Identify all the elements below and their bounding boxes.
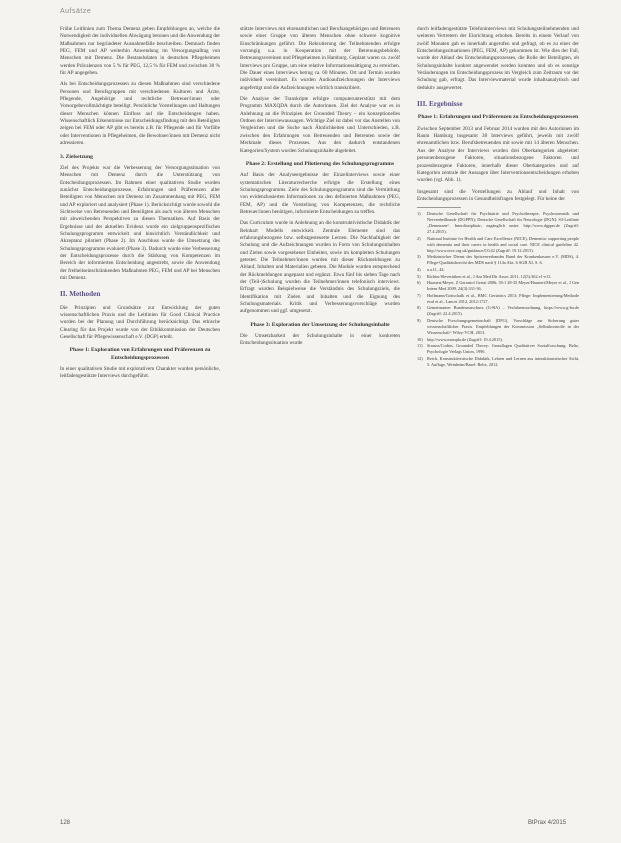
footnote xyxy=(417,254,579,266)
footnote-number: 1) xyxy=(417,211,421,217)
footnote-text: http://www.maxqda.de (Zugriff: 19.4.2015). xyxy=(427,336,503,342)
footnote xyxy=(417,337,579,343)
section-heading-methoden: II. Methoden xyxy=(60,290,101,299)
footnote-text: Gemeinsamer Bundesausschuss (G-BA) – Verfahrensordnung, https://www.g-ba.de (Zugriff: 22.4.2015). xyxy=(427,305,579,317)
footnote-text: Medizinischer Dienst des Spitzenverbandes Bund der Krankenkassen e.V. (MDS), 4. Pflege-Qualitätsbericht des MDS nach § 114a Abs. 6 SGB XI, S. 6. xyxy=(427,254,579,266)
paragraph: Zwischen September 2013 und Februar 2014 wurden mit den Autorinnen im Raum Hamburg insgesamt 38 Interviews geführt, jeweils mit zwölf ehrenamtlichen bzw. Berufsbetreuenden mit sowie mit 14 älteren Menschen. Aus der Analyse der Interviews wurden drei Oberkategorien abgeleitet: personenbezogene Faktoren, situationsbezogene Faktoren und prozessbezogene Faktoren, innerhalb dieser Oberkategorien und auf Kategorien zentrale der Aussagen über Interventionsentscheidungen erhoben wurden (vgl. Abb. 1). xyxy=(417,125,579,184)
section-heading-ergebnisse: III. Ergebnisse xyxy=(417,100,463,109)
footnote-number: 5) xyxy=(417,273,421,279)
footnote-list xyxy=(417,211,579,368)
footnote-text: National Institute for Health and Care Excellence (NICE), Dementia: supporting people with dementia and their carers in health and social care. NICE clinical guideline 42. http://www.nice.org.uk/guidance/CG42 (Zugriff: 19.12.2015). xyxy=(427,235,579,253)
footnote-number: 6) xyxy=(417,280,421,286)
footnote xyxy=(417,280,579,292)
footnote xyxy=(417,356,579,368)
page-number: 128 xyxy=(60,820,71,826)
footnote-number: 8) xyxy=(417,305,421,311)
section-heading-zielsetzung xyxy=(60,154,220,161)
section-number: 3. xyxy=(60,153,65,160)
subheading-phase-1: Phase 1: Exploration von Erfahrungen und Präferenzen zu Entscheidungsprozessen xyxy=(69,347,211,361)
paragraph: Die Umsetzbarkeit der Schulungsinhalte in einer konkreten Entscheidungssituation wurde xyxy=(240,333,400,347)
footnote-text: a.a.O., 44. xyxy=(427,267,445,272)
footnote-text: Deutsche Gesellschaft für Psychiatrie und Psychotherapie, Psychosomatik und Nervenheilkunde (DGPPN); Deutsche Gesellschaft für Neurologie (DGN): S3-Leitlinie „Demenzen“. Interdisziplinär; zugänglich unter: http://www.dgppn.de (Zugriff: 27.4.2015). xyxy=(427,211,579,235)
footnote-text: Strauss/Corbin, Grounded Theory: Grundlagen Qualitativer Sozialforschung, Beltz, Psychologie Verlags Union, 1996. xyxy=(427,343,579,355)
subheading-phase-3: Phase 3: Exploration der Umsetzung der Schulungsinhalte xyxy=(250,321,390,328)
footnote-number: 9) xyxy=(417,317,421,323)
paragraph: stützte Interviews mit ehrenamtlichen und Berufsangehörigen und Betreuern sowie einer Gruppe von älteren Menschen ohne schwere kognitive Einschränkungen geführt. Die Rekrutierung der Teilnehmenden erfolgte vorrangig u.a. in Kooperation mit der Betreuungsbehörde, Betreuungsvereinen und Pflegeheimen in Hamburg. Geplant waren ca. zwölf Interviews pro Gruppe, um eine relative Informationssättigung zu erreichen. Die Dauer eines Interviews betrug ca. 60 Minuten. Ort und Termin wurden individuell vereinbart. Es wurden Audioaufzeichnungen der Interviews angefertigt und die Aufzeichnungen wörtlich transkribiert. xyxy=(240,26,400,91)
footnote xyxy=(417,293,579,305)
journal-issue: BtPrax 4/2015 xyxy=(528,820,567,826)
paragraph: Insgesamt sind die Vorstellungen zu Ablauf und Inhalt von Entscheidungsprozessen in Gesundheitsfragen festgelegt. Für keine der xyxy=(417,188,579,202)
footnote xyxy=(417,274,579,280)
section-title: Zielsetzung xyxy=(65,153,93,160)
paragraph: Das Curriculum wurde in Anlehnung an die konstruktivistische Didaktik der Reinhart Modells entwickelt. Zentrale Elemente sind das erfahrungsbezogene bzw. selbstgesteuerte Lernen. Die Nachhaltigkeit der Schulung und die Aufzeichnungen wurden in Form von Schulungsinhalten und Zielen sowie vorgesehener Einheiten, sowie im kompletten Schulungen getestet. Die Teilnehmer/innen wurden mit dieser Rückmeldungen zu Ablauf, Inhalten und Materialien gebeten. Die Module wurden entsprechend der Rückmeldungen angepasst und ergänzt. Etwa fünf bis sieben Tage nach der (Teil-)Schulung wurden die Teilnehmer/innen telefonisch interviewt. Erfragt wurden Beispielweise die Verständnis des Schulungsziels, die Identifikation mit Zielen und Inhalten und die Eignung des Schulungsmaterials. Kritik und Verbesserungsvorschläge wurden aufgenommen und ggf. umgesetzt. xyxy=(240,220,400,315)
footnote xyxy=(417,305,579,317)
footnote-number: 10) xyxy=(417,336,423,342)
column-2 xyxy=(240,26,400,352)
paragraph: durch leitfadengestützte Telefoninterviews mit Schulungsteilnehmenden und weiteren Vertretern der Einrichtung erhoben. Bereits in einem Verlauf von zwölf Monaten gab es innerhalb angerufen und gefragt, ob es zu einer der Entscheidungssituationen (PEG, FEM, AP) gekommen ist. Wie dies der Fall, wurde der Ablauf des Entscheidungsprozesses, die Rolle der Beteiligten, ob Schulungsinhalte konkret angewendet werden konnten und ob es sonstige Veränderungen im Entscheidungsprozess im Vergleich zum Zeitraum vor der Schulung gab, erfragt. Das Interviewmaterial wurde inhaltsanalytisch und deduktiv ausgewertet. xyxy=(417,26,579,91)
footnote-number: 3) xyxy=(417,254,421,260)
paragraph: Frühe Leitlinien zum Thema Demenz geben Empfehlungen an, welche die Notwendigkeit der individuellen Abwägung betonen und die Anwendung der Maßnahmen nur begründeter Ausnahmefälle beschreiben. Demnach finden PEG, FEM und AP weiterhin Anwendung im Versorgungsalltag von Menschen mit Demenz. Die Bestandsdaten in deutschen Pflegeheimen werden Prävalenzen von 5 % für PEG, 12,5 % für FEM und zwischen 30 % für AP angegeben. xyxy=(60,26,220,77)
paragraph: In einer qualitativen Studie mit explorativem Charakter wurden persönliche, leitfadengestützte Interviews durchgeführt. xyxy=(60,366,220,380)
paragraph: Die Analyse der Transkripte erfolgte computerunterstützt mit dem Programm MAXQDA durch die Autorinnen. Ziel der Analyse war es in Anlehnung an die Prinzipien der Grounded Theory – ein konzeptionelles Ordnen der Interviewaussagen. Wichtige Ziel ist dabei vor das Anstellen von Vergleichen und die Suche nach Ähnlichkeiten und Unterschieden, z.B. zwischen den Erfahrungen von Betreuenden und Betreuten sowie der Merkmale dieses Prozesses. Aus den dadurch entstandenen Kategorien/System wurden Schulungsinhalte abgeleitet. xyxy=(240,96,400,154)
footnote-number: 2) xyxy=(417,235,421,241)
footnote xyxy=(417,343,579,355)
footnote-text: Richter/Sleverinken et al., J Am Med Dir Assoc 2011, 12(5):362 e1-e13. xyxy=(427,273,552,279)
footnote-text: Hoffmann/Gottschalk et al., BMC Geriatrics 2013; Pflege: Implementierung/Methode eval et al., Lancet 2012, 2012:1727. xyxy=(427,292,579,304)
footnote xyxy=(417,318,579,336)
footnote-number: 7) xyxy=(417,292,421,298)
column-3 xyxy=(417,26,579,368)
footnote xyxy=(417,267,579,273)
subheading-phase-2: Phase 2: Erstellung und Pilotierung des Schulungsprogramms xyxy=(245,160,395,167)
footnote-text: Deutsche Forschungsgemeinschaft (DFG), Vorschläge zur Sicherung guter wissenschaftlicher Praxis. Empfehlungen der Kommission „Selbstkontrolle in der Wissenschaft“ Wiley-VCH, 2013. xyxy=(427,317,579,335)
footnote xyxy=(417,211,579,235)
paragraph: Ziel des Projekts war die Verbesserung der Versorgungssituation von Menschen mit Demenz durch die Unterstützung von Entscheidungsprozessen. Im Rahmen einer qualitativen Studie wurden zunächst Entscheidungsprozesse, Erfahrungen und Präferenzen aller Beteiligten von Menschen mit Demenz im Zusammenhang mit PEG, FEM und AP exploriert und analysiert (Phase 1). Berücksichtigt wurde sowohl die Sichtweise von Betreuenden und Beteiligten als auch von älteren Menschen mit abweichenden Perspektiven zu diesen Thematiken. Auf Basis der Ergebnisse und der aktuellen Evidenz wurde ein zielgruppenspezifisches Schulungsprogramm entwickelt und hinsichtlich Verständlichkeit und Akzeptanz pilotiert (Phase 2). Im Anschluss wurde die Umsetzung des Schulungsprogramms evaluiert (Phase 3). Dadurch wurde eine Verbesserung der Entscheidungsprozesse durch die Stärkung von Kompetenzen im Bereich der informierten Entscheidung angestrebt, sowie die Anwendung der freiheitseinschränkenden Maßnahmen PEG, FEM und AP bei Menschen mit Demenz. xyxy=(60,164,220,281)
footnote xyxy=(417,236,579,254)
footnote-number: 4) xyxy=(417,267,421,272)
footnote-number: 12) xyxy=(417,355,423,361)
footnote-text: Haastert/Meyer, Z Gerontol Geriat 2006; 39:1 28-35 Meyer/Haastert/Meyer et al., J Gen Intern Med 2009, 24(3):331-36. xyxy=(427,280,579,292)
footnote-text: Reich, Konstruktivistische Didaktik, Lehren und Lernen aus interaktionistischer Sicht, 5. Auflage, Weinheim/Basel: Beltz, 2012. xyxy=(427,355,579,367)
section-header: Aufsätze xyxy=(60,8,92,15)
footnote-divider xyxy=(417,207,461,208)
paragraph: Als bei Entscheidungsprozessen zu diesen Maßnahmen sind verschiedene Personen und Berufsgruppen mit verschiedenen Kulturen und Ärzte, Pflegende, Angehörige und rechtliche Betreuer/innen oder Vorsorgebevollmächtigte beteiligt. Persönliche Vorstellungen und Haltungen dieser Menschen können Einfluss auf die Entscheidungen haben. Wissenschaftlich Erkenntnisse zur Entscheidungsfindung mit den Beteiligten zeigen bei FEM oder AP gibt es bereits z.B. für Pflegende und für Vorfälle oder Interventionen in Pflegeheimen, die Bewohner/innen mit Demenz nicht adressieren. xyxy=(60,81,220,147)
footnote-number: 11) xyxy=(417,343,423,349)
subheading-phase-1-results: Phase 1: Erfahrungen und Präferenzen zu Entscheidungsprozessen xyxy=(417,114,579,121)
paragraph: Auf Basis der Analyseergebnisse der Einzelinterviews sowie einer systematischen Literaturrecherche erfolgte die Erstellung eines Schulungsprogramms. Ziele des Schulungsprogramms sind die Vermittlung von evidenzbasierten Informationen zu den definierten Maßnahmen (PEG, FEM, AP) und die Vorstellung von Kompetenzen, die rechtliche Betreuer/innen benötigen, informierte Entscheidungen zu treffen. xyxy=(240,172,400,215)
paragraph: Die Prinzipien und Grundsätze zur Entwicklung der guten wissenschaftlichen Praxis und die Leitlinien für Good Clinical Practice wurden bei der Planung und Durchführung berücksichtigt. Das ethische Clearing für das Projekt wurde von der Ethikkommission der Deutschen Gesellschaft für Pflegewissenschaft e.V. (DGP) erteilt. xyxy=(60,304,220,341)
column-1 xyxy=(60,26,220,385)
